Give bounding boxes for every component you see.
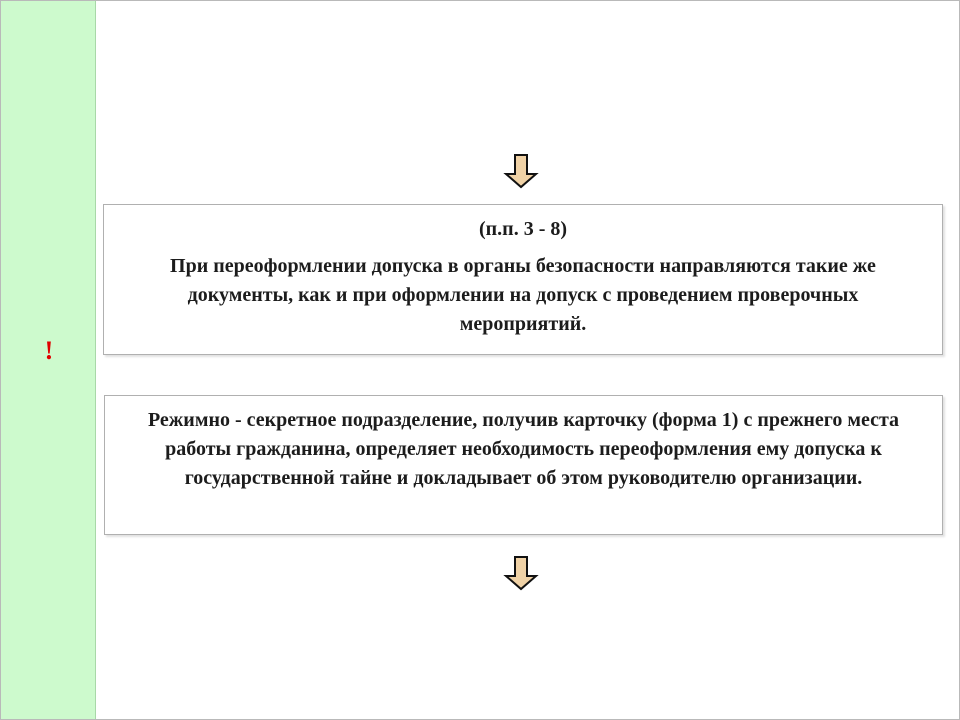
down-arrow-icon [503, 153, 539, 189]
reissue-info-text: При переоформлении допуска в органы безопасности направляются такие же документы, как и при оформлении на допуск с проведением проверочных мероприятий. [170, 255, 876, 335]
section-reference: (п.п. 3 - 8) [478, 218, 568, 240]
secret-unit-box [104, 395, 943, 535]
down-arrow-icon [503, 555, 539, 591]
reissue-info-box [103, 204, 943, 355]
exclamation-marker: ! [44, 336, 54, 365]
secret-unit-text: Режимно - секретное подразделение, получив карточку (форма 1) с прежнего места работы гражданина, определяет необходимость переоформления ему допуска к государственной тайне и докладывает об этом руководителю организации. [147, 409, 900, 489]
